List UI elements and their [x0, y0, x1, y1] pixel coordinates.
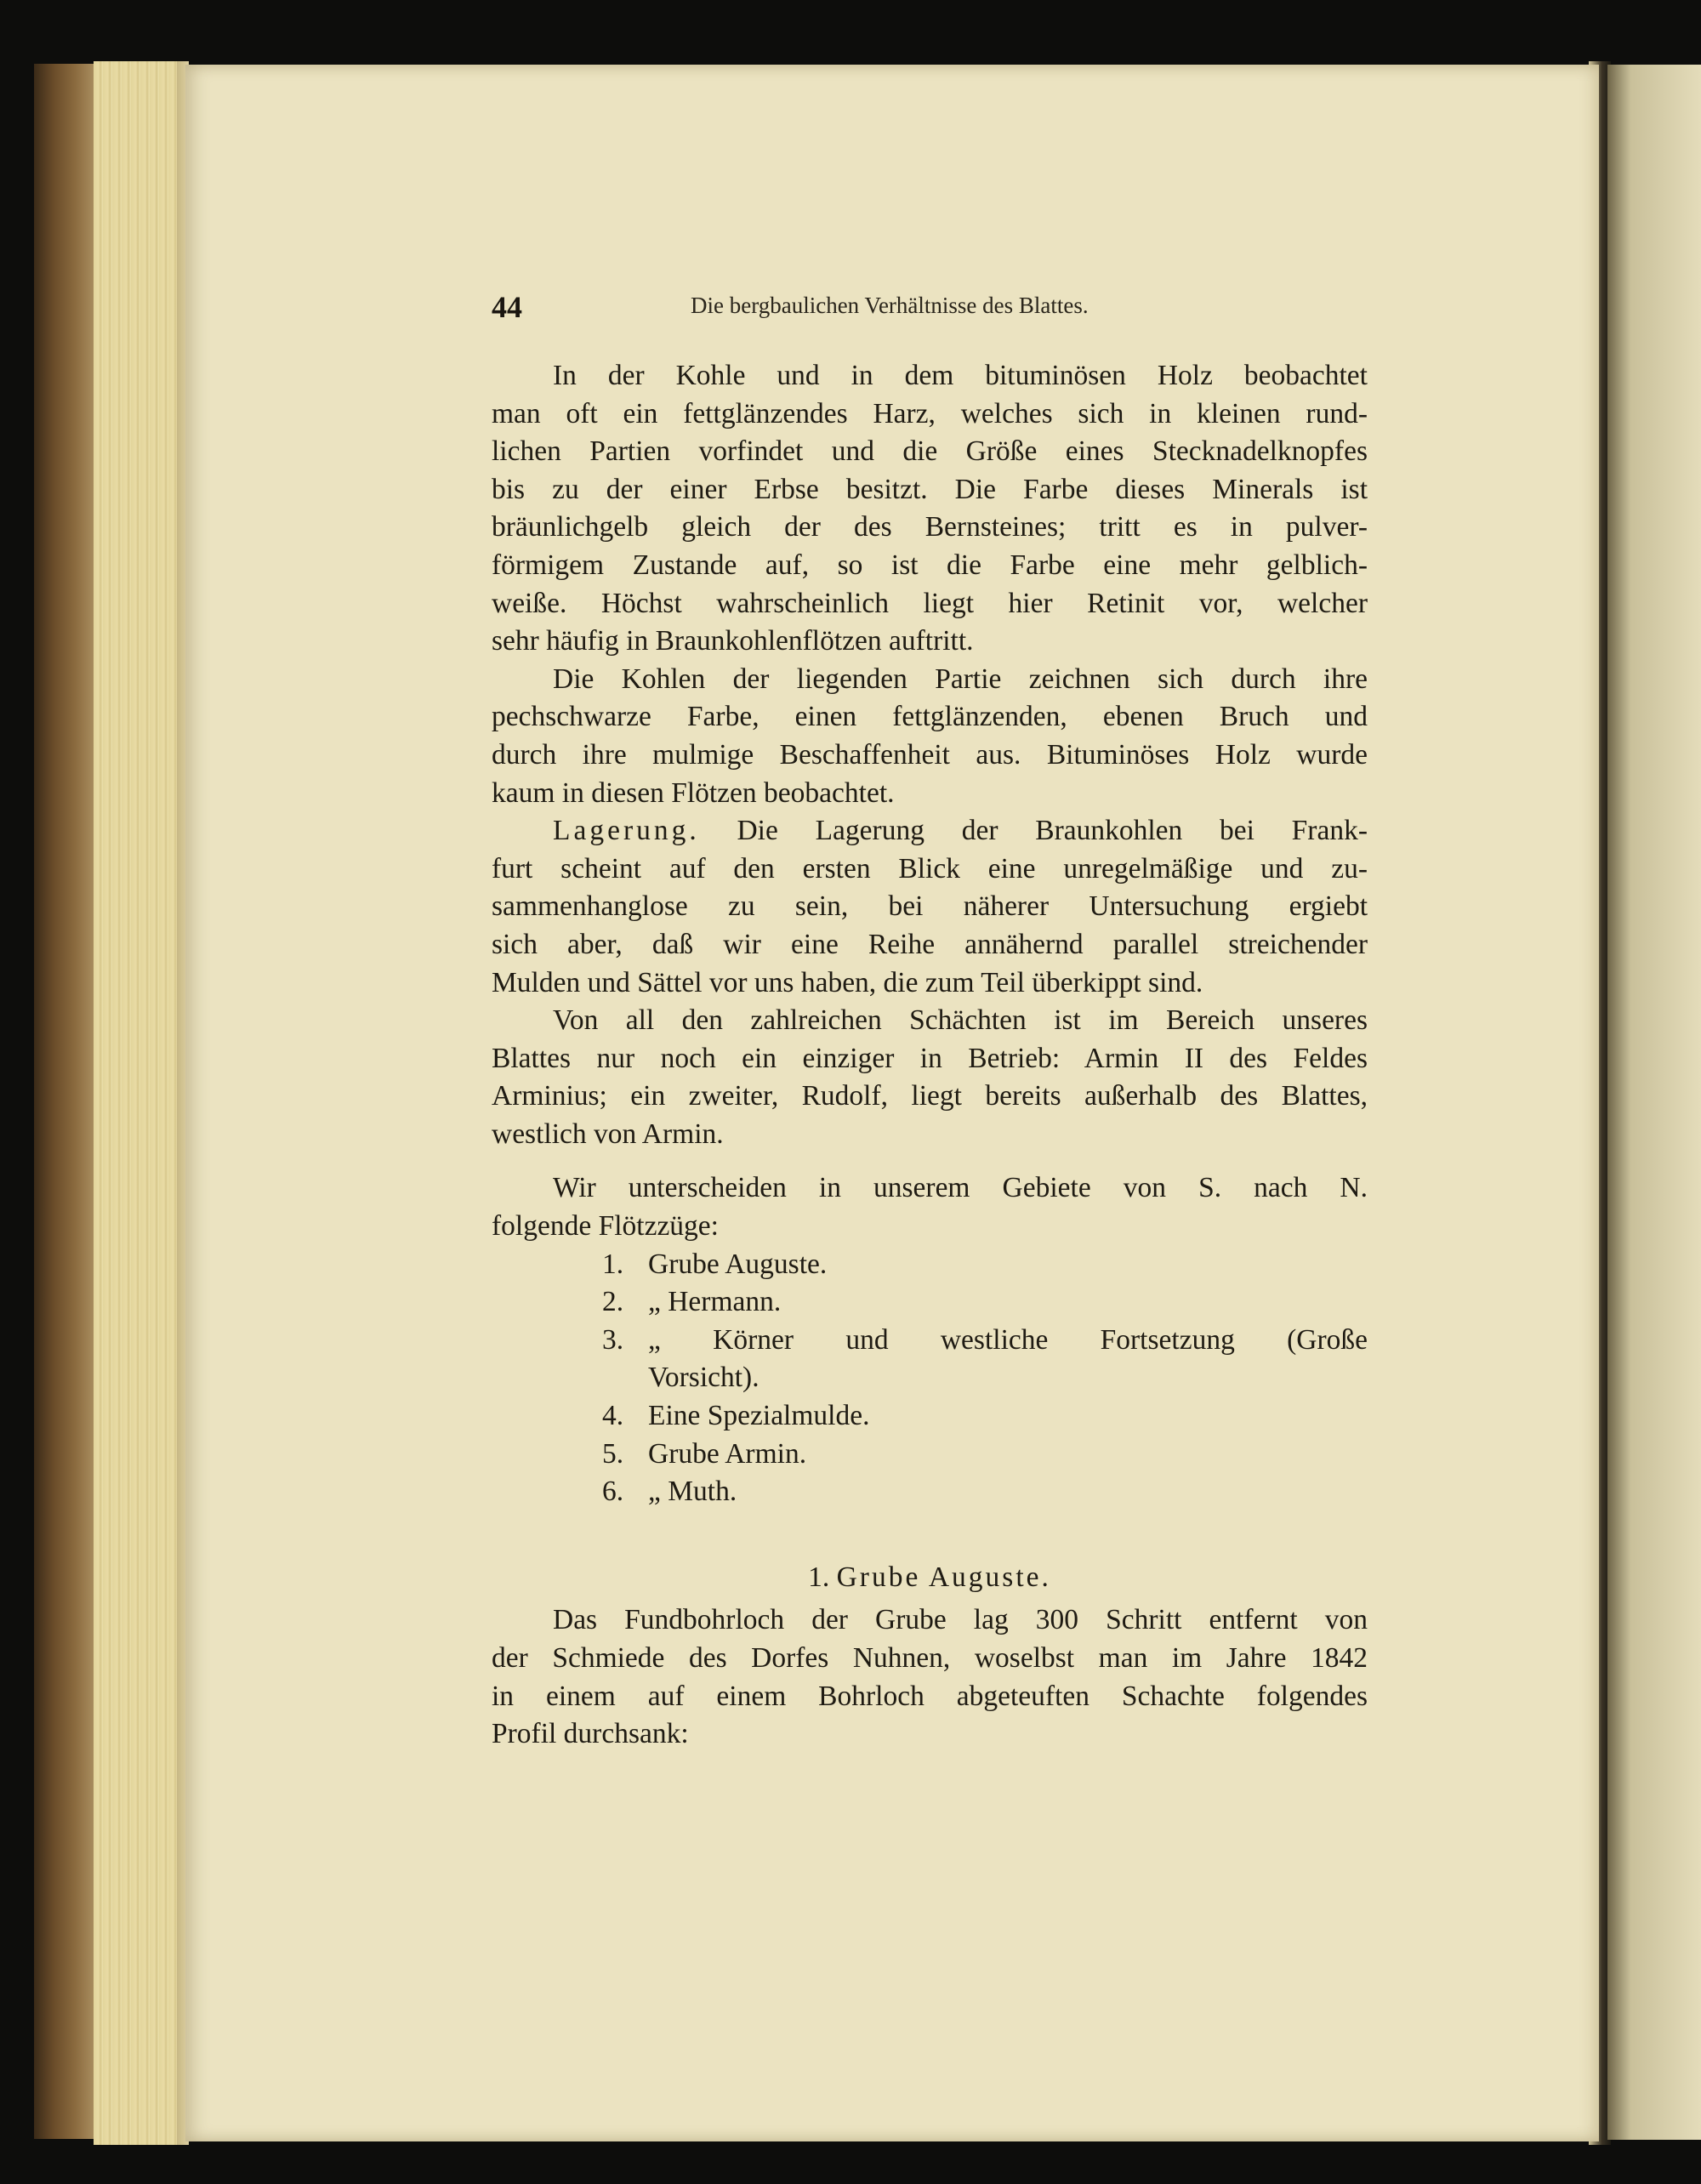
- text-line: westlich von Armin.: [492, 1118, 724, 1150]
- paragraph: [492, 1601, 1368, 1753]
- paragraph: [492, 661, 1368, 812]
- section-heading: [492, 1559, 1368, 1597]
- text-line: kaum in diesen Flötzen beobachtet.: [492, 776, 895, 809]
- paragraph: [492, 1169, 1368, 1245]
- list-item: [492, 1436, 1368, 1474]
- page-header: [492, 289, 1368, 332]
- list-text: „ Körner und westliche Fortsetzung (Große: [648, 1323, 1368, 1356]
- list-item: [492, 1397, 1368, 1436]
- text-line: Von all den zahlreichen Schächten ist im Bereich unseres: [553, 1004, 1368, 1037]
- running-head: Die bergbaulichen Verhältnisse des Blattes.: [691, 293, 1089, 318]
- list-item-continuation: [492, 1359, 1368, 1397]
- section-number: 1.: [808, 1561, 830, 1593]
- text-line: in einem auf einem Bohrloch abgeteuften Schachte folgendes: [492, 1680, 1368, 1712]
- page-number: 44: [492, 290, 522, 324]
- text-line: Wir unterscheiden in unserem Gebiete von S. nach N.: [553, 1172, 1368, 1204]
- list-text: Grube Auguste.: [648, 1248, 828, 1280]
- text-line: durch ihre mulmige Beschaffenheit aus. Bituminöses Holz wurde: [492, 738, 1368, 771]
- list-text: Vorsicht).: [648, 1362, 759, 1394]
- text-line: Mulden und Sättel vor uns haben, die zum Teil überkippt sind.: [492, 966, 1203, 998]
- text-line: lichen Partien vorfindet und die Größe eines Stecknadelknopfes: [492, 435, 1368, 468]
- page-edges: [94, 61, 187, 2145]
- list-text: „ Hermann.: [648, 1286, 782, 1318]
- list-text: Grube Armin.: [648, 1437, 807, 1470]
- list-item: [492, 1283, 1368, 1322]
- text-line: man oft ein fettglänzendes Harz, welches sich in kleinen rund-: [492, 397, 1368, 429]
- list-number: 3.: [602, 1323, 624, 1356]
- text-line: Das Fundbohrloch der Grube lag 300 Schritt entfernt von: [553, 1604, 1368, 1636]
- text-line: [492, 812, 1368, 850]
- text-line: der Schmiede des Dorfes Nuhnen, woselbst man im Jahre 1842: [492, 1642, 1368, 1674]
- list-item: [492, 1473, 1368, 1511]
- list-number: 1.: [602, 1248, 624, 1280]
- list-number: 2.: [602, 1286, 624, 1318]
- text-line: sammenhanglose zu sein, bei näherer Untersuchung ergiebt: [492, 890, 1368, 923]
- text-line: In der Kohle und in dem bituminösen Holz beobachtet: [553, 360, 1368, 391]
- list-item: [492, 1322, 1368, 1360]
- text-line: bräunlichgelb gleich der des Bernsteines; tritt es in pulver-: [492, 511, 1368, 543]
- list-text: Eine Spezialmulde.: [648, 1400, 870, 1432]
- text-line: Profil durchsank:: [492, 1718, 689, 1750]
- text-line: Die Kohlen der liegenden Partie zeichnen sich durch ihre: [553, 663, 1368, 695]
- list-number: 6.: [602, 1476, 624, 1508]
- text-line: förmigem Zustande auf, so ist die Farbe eine mehr gelblich-: [492, 549, 1368, 581]
- spaced-term: Lagerung.: [553, 815, 700, 847]
- text-line: bis zu der einer Erbse besitzt. Die Farbe dieses Minerals ist: [492, 473, 1368, 505]
- page-body: [492, 357, 1368, 1754]
- text-span: Die Lagerung der Braunkohlen bei Frank-: [737, 815, 1368, 847]
- list-number: 5.: [602, 1437, 624, 1470]
- seam-list: [492, 1246, 1368, 1511]
- section-title: Grube Auguste.: [836, 1561, 1051, 1593]
- text-line: folgende Flötzzüge:: [492, 1210, 719, 1243]
- text-line: sich aber, daß wir eine Reihe annähernd parallel streichender: [492, 928, 1368, 960]
- text-line: Blattes nur noch ein einziger in Betrieb: Armin II des Feldes: [492, 1042, 1368, 1074]
- text-line: furt scheint auf den ersten Blick eine unregelmäßige und zu-: [492, 852, 1368, 884]
- facing-page-edge: [1607, 65, 1701, 2140]
- list-text: „ Muth.: [648, 1476, 737, 1508]
- paragraph: [492, 1002, 1368, 1153]
- text-line: Arminius; ein zweiter, Rudolf, liegt bereits außerhalb des Blattes,: [492, 1080, 1368, 1112]
- book-binding: [34, 64, 102, 2139]
- paragraph: [492, 812, 1368, 1002]
- text-line: weiße. Höchst wahrscheinlich liegt hier Retinit vor, welcher: [492, 587, 1368, 619]
- text-line: sehr häufig in Braunkohlenflötzen auftritt.: [492, 625, 974, 657]
- list-number: 4.: [602, 1400, 624, 1432]
- text-line: pechschwarze Farbe, einen fettglänzenden, ebenen Bruch und: [492, 701, 1368, 733]
- paragraph: [492, 357, 1368, 661]
- list-item: [492, 1246, 1368, 1284]
- spacer: [492, 1153, 1368, 1169]
